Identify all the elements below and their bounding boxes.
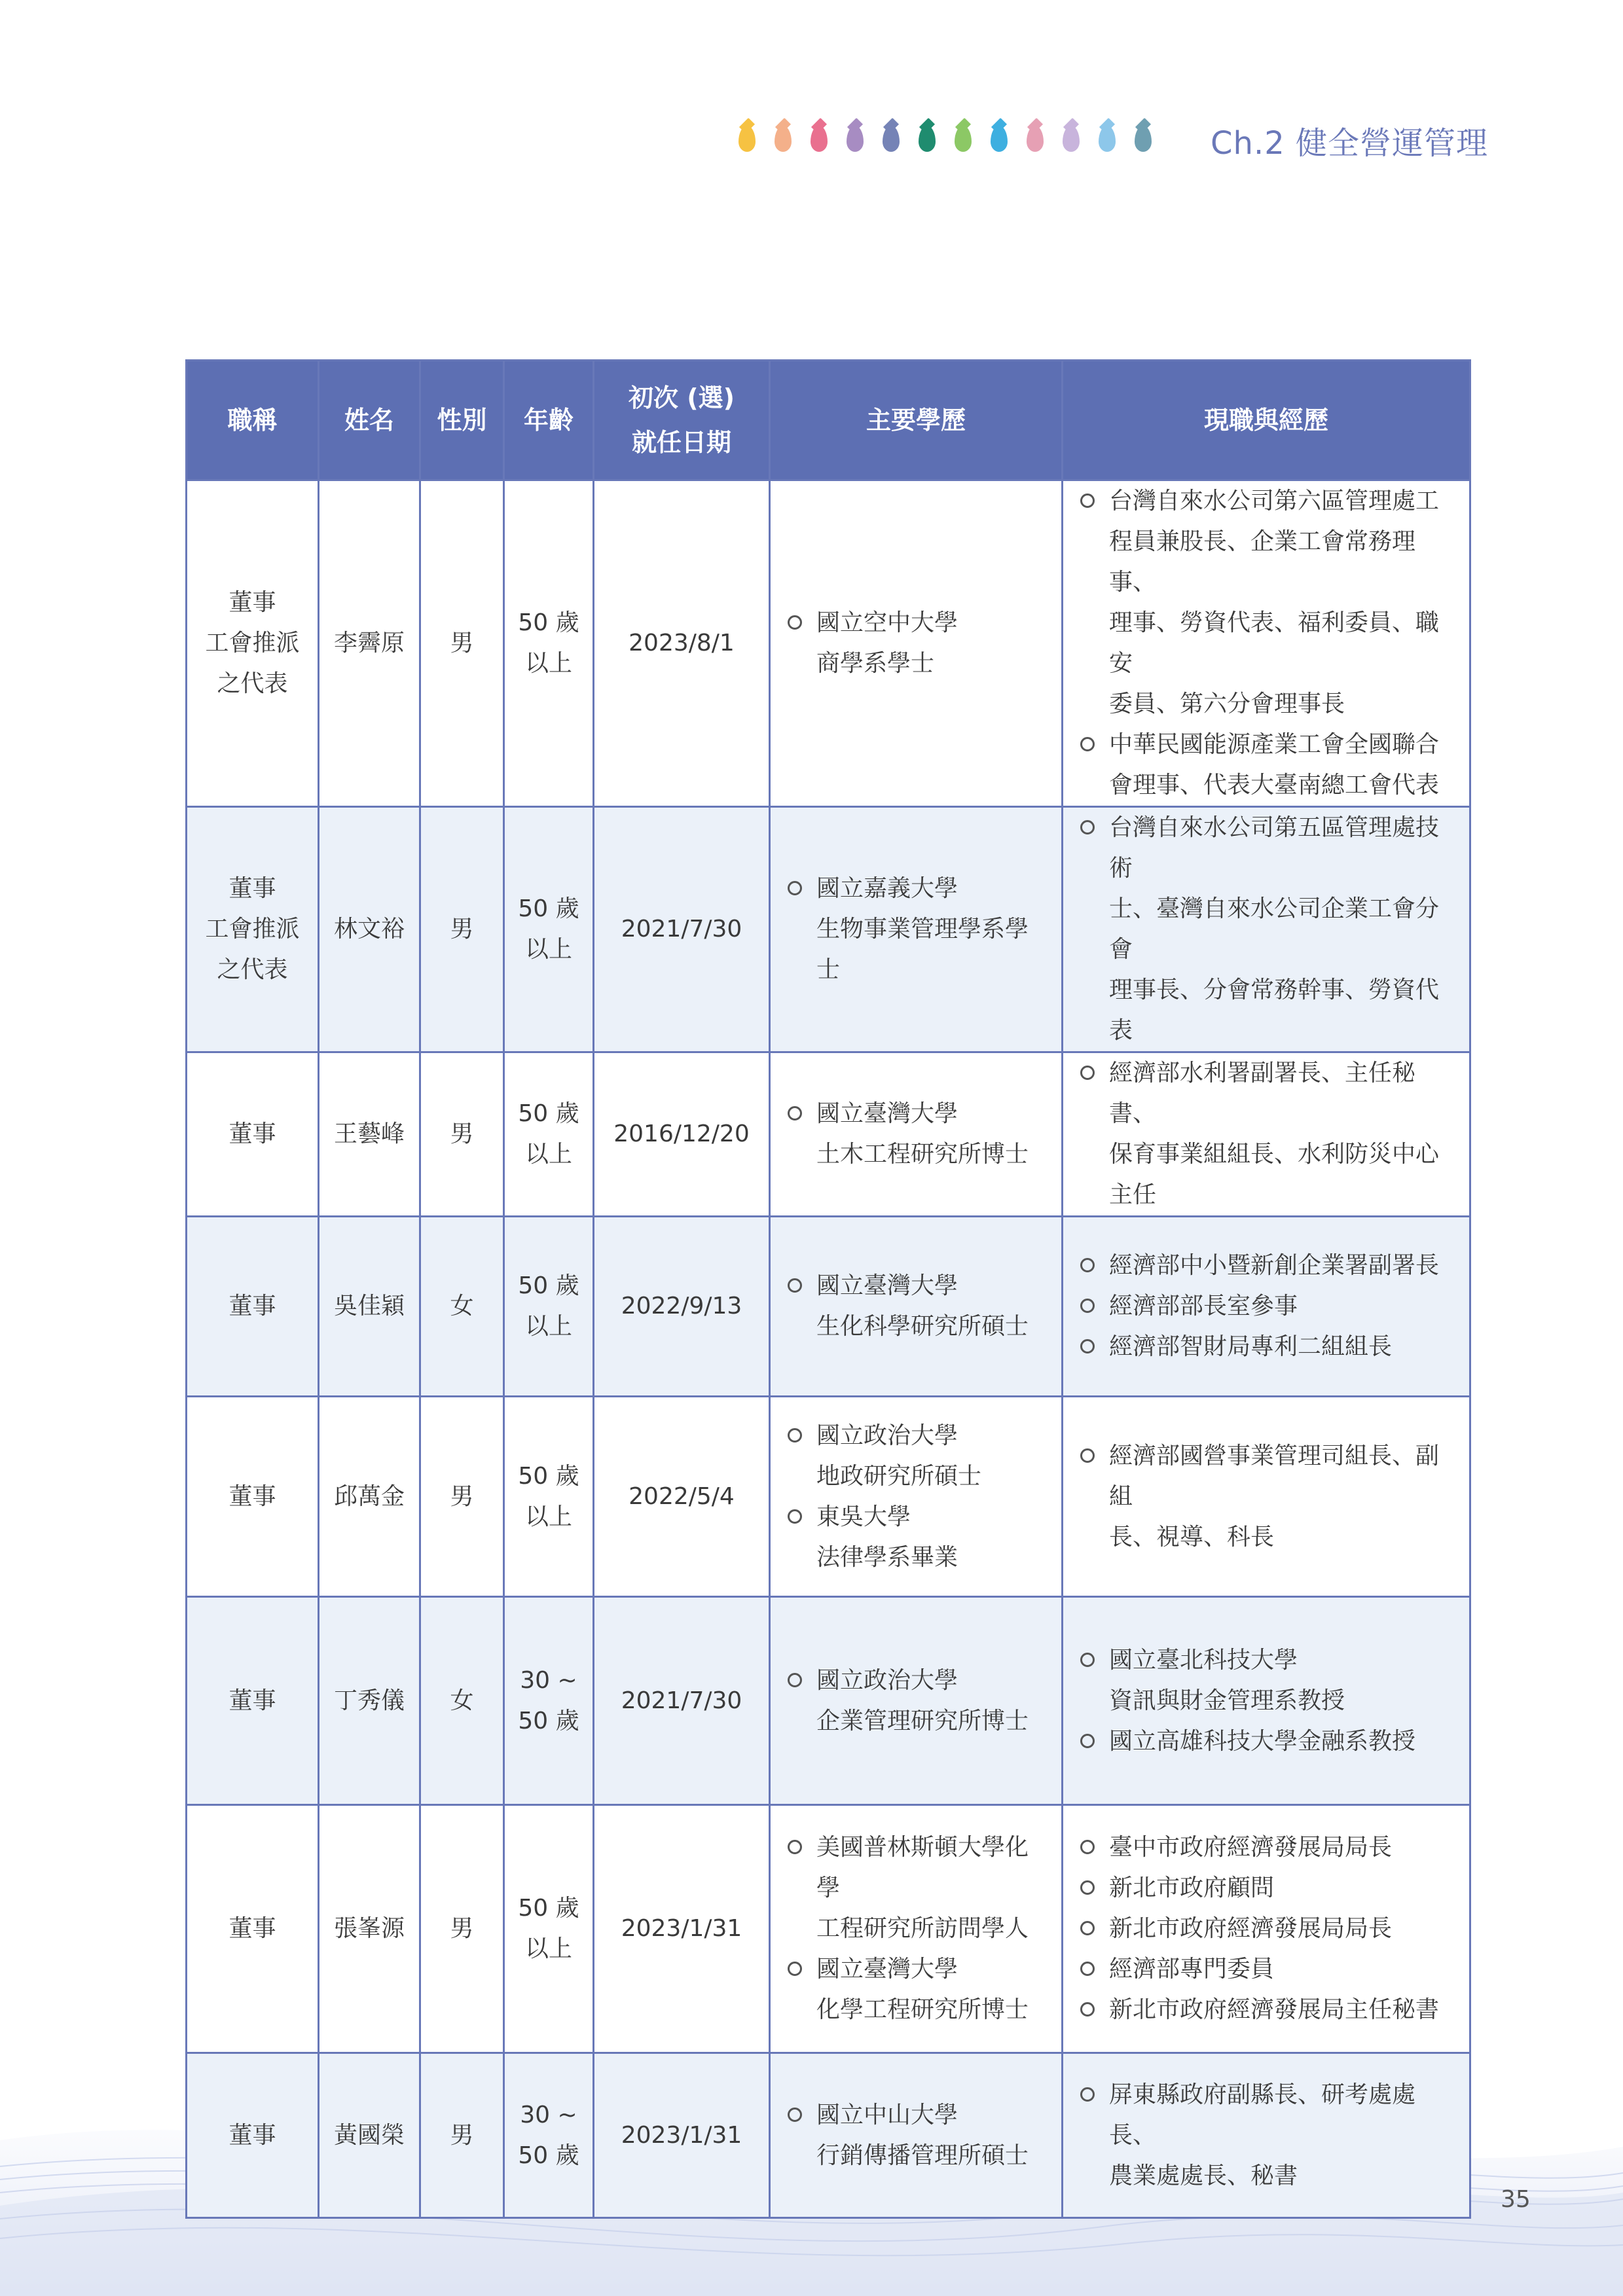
bullet-item-line: 國立高雄科技大學金融系教授	[1109, 1727, 1416, 1755]
cell-title-line: 董事	[228, 1687, 276, 1714]
bullet-item-line: 國立政治大學	[816, 1666, 958, 1694]
cell-title	[187, 2053, 319, 2218]
cell-education	[770, 1052, 1063, 1217]
bullet-item-line: 經濟部專門委員	[1109, 1956, 1275, 1982]
bullet-item	[1080, 725, 1459, 806]
bullet-item-line: 生物事業管理學系學士	[816, 916, 1029, 983]
board-members-table	[185, 359, 1471, 2219]
cell-experience	[1063, 480, 1470, 807]
bullet-item-line: 商學系學士	[816, 650, 935, 677]
cell-date: 2022/9/13	[594, 1217, 770, 1397]
cell-age-line: 以上	[524, 650, 572, 677]
cell-age-line: 50 歲	[518, 2142, 579, 2169]
cell-date: 2023/1/31	[594, 1805, 770, 2053]
table-row	[187, 480, 1470, 807]
drop-icon	[739, 126, 756, 152]
cell-age-line: 50 歲	[518, 1272, 579, 1299]
cell-education	[770, 1597, 1063, 1805]
cell-experience	[1063, 1805, 1470, 2053]
cell-experience-list	[1063, 808, 1469, 1051]
cell-gender: 男	[420, 1397, 504, 1597]
cell-name: 林文裕	[319, 807, 420, 1052]
bullet-item	[1080, 481, 1459, 725]
cell-education	[770, 1805, 1063, 2053]
bullet-item	[1080, 1640, 1459, 1721]
bullet-item	[1080, 1246, 1459, 1286]
cell-experience-list	[1063, 1053, 1469, 1215]
drop-icon	[775, 126, 792, 152]
header-date-line2: 就任日期	[631, 428, 731, 457]
cell-education	[770, 1217, 1063, 1397]
header-gender: 性別	[420, 361, 504, 480]
table-row	[187, 2053, 1470, 2218]
cell-age-line: 以上	[524, 936, 572, 963]
cell-date: 2023/1/31	[594, 2053, 770, 2218]
page-number: 35	[1501, 2186, 1531, 2213]
cell-name: 吳佳穎	[319, 1217, 420, 1397]
cell-name: 丁秀儀	[319, 1597, 420, 1805]
cell-title-line: 工會推派	[205, 916, 300, 942]
cell-experience	[1063, 2053, 1470, 2218]
cell-date: 2021/7/30	[594, 1597, 770, 1805]
bullet-item-line: 經濟部智財局專利二組組長	[1109, 1333, 1393, 1360]
cell-education-list	[771, 603, 1061, 684]
bullet-item-line: 國立臺北科技大學	[1109, 1646, 1298, 1674]
bullet-item-line: 會理事、代表大臺南總工會代表	[1109, 772, 1440, 798]
table-body	[187, 480, 1470, 2218]
drop-icon	[883, 126, 900, 152]
cell-title	[187, 1597, 319, 1805]
header-age: 年齡	[504, 361, 594, 480]
bullet-item-line: 土木工程研究所博士	[816, 1141, 1029, 1168]
bullet-item	[1080, 1053, 1459, 1215]
bullet-item-line: 屏東縣政府副縣長、研考處處長、	[1109, 2081, 1416, 2149]
bullet-item-line: 新北市政府經濟發展局局長	[1109, 1915, 1393, 1942]
cell-education	[770, 480, 1063, 807]
bullet-item-line: 化學工程研究所博士	[816, 1996, 1029, 2023]
header-title: 職稱	[187, 361, 319, 480]
bullet-item	[1080, 1909, 1459, 1949]
bullet-item	[1080, 1721, 1459, 1762]
drop-icon	[1135, 126, 1152, 152]
cell-age-line: 以上	[524, 1313, 572, 1340]
drop-icon	[919, 126, 936, 152]
cell-age-line: 以上	[524, 1503, 572, 1530]
cell-title	[187, 1217, 319, 1397]
cell-title-line: 董事	[228, 2121, 276, 2149]
cell-education-list	[771, 1660, 1061, 1742]
cell-title-line: 董事	[228, 1293, 276, 1319]
bullet-item-line: 國立政治大學	[816, 1422, 958, 1449]
cell-age-line: 50 歲	[518, 1100, 579, 1127]
bullet-item-line: 士、臺灣自來水公司企業工會分會	[1109, 895, 1440, 963]
bullet-item-line: 工程研究所訪問學人	[816, 1915, 1029, 1942]
cell-date: 2021/7/30	[594, 807, 770, 1052]
bullet-item	[1080, 1436, 1459, 1558]
cell-title-line: 工會推派	[205, 630, 300, 656]
cell-experience-list	[1063, 1640, 1469, 1762]
bullet-item	[1080, 1949, 1459, 1990]
bullet-item-line: 主任	[1109, 1181, 1157, 1208]
header-education: 主要學歷	[770, 361, 1063, 480]
bullet-item	[1080, 1827, 1459, 1868]
cell-gender: 男	[420, 480, 504, 807]
bullet-item-line: 美國普林斯頓大學化學	[816, 1834, 1029, 1901]
bullet-item	[1080, 1327, 1459, 1367]
cell-experience	[1063, 807, 1470, 1052]
drop-icon	[847, 126, 864, 152]
cell-age-line: 50 歲	[518, 1462, 579, 1490]
cell-title-line: 之代表	[217, 956, 288, 983]
cell-education-list	[771, 1827, 1061, 2030]
bullet-item-line: 台灣自來水公司第五區管理處技術	[1109, 814, 1440, 882]
cell-name: 張峯源	[319, 1805, 420, 2053]
cell-age-line: 50 歲	[518, 895, 579, 922]
cell-title	[187, 1052, 319, 1217]
bullet-item-line: 中華民國能源產業工會全國聯合	[1109, 731, 1440, 758]
cell-experience-list	[1063, 2075, 1469, 2197]
cell-education-list	[771, 1094, 1061, 1175]
table-row	[187, 1052, 1470, 1217]
cell-gender: 男	[420, 1052, 504, 1217]
cell-age-line: 30 ~	[520, 2101, 577, 2128]
cell-age-line: 以上	[524, 1935, 572, 1962]
cell-experience-list	[1063, 1246, 1469, 1367]
cell-title	[187, 1805, 319, 2053]
cell-experience	[1063, 1052, 1470, 1217]
bullet-item	[788, 603, 1051, 684]
bullet-item	[788, 1497, 1051, 1578]
cell-title-line: 董事	[228, 589, 276, 616]
bullet-item-line: 國立中山大學	[816, 2101, 958, 2128]
bullet-item-line: 長、視導、科長	[1109, 1523, 1275, 1551]
cell-education	[770, 807, 1063, 1052]
cell-age	[504, 1805, 594, 2053]
cell-title	[187, 480, 319, 807]
bullet-item-line: 國立臺灣大學	[816, 1956, 958, 1982]
bullet-item	[1080, 808, 1459, 1051]
cell-gender: 女	[420, 1597, 504, 1805]
cell-education-list	[771, 1416, 1061, 1578]
header-name: 姓名	[319, 361, 420, 480]
cell-title-line: 董事	[228, 1121, 276, 1147]
cell-age-line: 50 歲	[518, 1895, 579, 1922]
cell-education-list	[771, 2095, 1061, 2176]
bullet-item-line: 經濟部水利署副署長、主任秘書、	[1109, 1060, 1416, 1127]
cell-experience-list	[1063, 1827, 1469, 2030]
cell-title-line: 之代表	[217, 670, 288, 697]
cell-education	[770, 1397, 1063, 1597]
bullet-item	[788, 1416, 1051, 1497]
cell-experience	[1063, 1217, 1470, 1397]
cell-age	[504, 2053, 594, 2218]
bullet-item-line: 農業處處長、秘書	[1109, 2162, 1298, 2189]
header-experience: 現職與經歷	[1063, 361, 1470, 480]
header-decoration-drops	[739, 120, 1171, 157]
cell-title	[187, 1397, 319, 1597]
cell-gender: 女	[420, 1217, 504, 1397]
cell-title-line: 董事	[228, 1482, 276, 1510]
header-date	[594, 361, 770, 480]
cell-title	[187, 807, 319, 1052]
cell-age-line: 50 歲	[518, 609, 579, 636]
bullet-item-line: 國立臺灣大學	[816, 1272, 958, 1299]
bullet-item-line: 保育事業組組長、水利防災中心	[1109, 1141, 1440, 1168]
cell-date: 2023/8/1	[594, 480, 770, 807]
bullet-item	[788, 1094, 1051, 1175]
bullet-item-line: 資訊與財金管理系教授	[1109, 1687, 1345, 1714]
bullet-item-line: 國立臺灣大學	[816, 1100, 958, 1127]
table-row	[187, 807, 1470, 1052]
drop-icon	[991, 126, 1008, 152]
cell-name: 黃國榮	[319, 2053, 420, 2218]
bullet-item-line: 經濟部部長室參事	[1109, 1293, 1298, 1319]
bullet-item	[788, 1660, 1051, 1742]
drop-icon	[811, 126, 828, 152]
cell-experience	[1063, 1597, 1470, 1805]
cell-experience	[1063, 1397, 1470, 1597]
cell-name: 李霽原	[319, 480, 420, 807]
drop-icon	[1027, 126, 1044, 152]
bullet-item-line: 台灣自來水公司第六區管理處工	[1109, 488, 1440, 514]
bullet-item-line: 地政研究所碩士	[816, 1462, 982, 1490]
table-header-row	[187, 361, 1470, 480]
bullet-item-line: 國立嘉義大學	[816, 875, 958, 902]
bullet-item-line: 新北市政府顧問	[1109, 1874, 1275, 1901]
bullet-item-line: 新北市政府經濟發展局主任秘書	[1109, 1996, 1440, 2023]
cell-title-line: 董事	[228, 1915, 276, 1942]
bullet-item-line: 東吳大學	[816, 1503, 911, 1530]
cell-education	[770, 2053, 1063, 2218]
bullet-item	[788, 1266, 1051, 1347]
cell-title-line: 董事	[228, 875, 276, 902]
bullet-item-line: 臺中市政府經濟發展局局長	[1109, 1834, 1393, 1861]
bullet-item	[788, 2095, 1051, 2176]
cell-experience-list	[1063, 1436, 1469, 1558]
bullet-item-line: 委員、第六分會理事長	[1109, 691, 1345, 717]
cell-age	[504, 1052, 594, 1217]
table-row	[187, 1597, 1470, 1805]
bullet-item	[788, 869, 1051, 990]
table-row	[187, 1805, 1470, 2053]
bullet-item-line: 經濟部國營事業管理司組長、副組	[1109, 1442, 1440, 1510]
bullet-item-line: 經濟部中小暨新創企業署副署長	[1109, 1252, 1440, 1279]
cell-name: 王藝峰	[319, 1052, 420, 1217]
bullet-item	[788, 1827, 1051, 1949]
cell-age-line: 50 歲	[518, 1707, 579, 1734]
cell-age	[504, 1397, 594, 1597]
cell-education-list	[771, 1266, 1061, 1347]
cell-age	[504, 1217, 594, 1397]
bullet-item-line: 理事、勞資代表、福利委員、職安	[1109, 609, 1440, 677]
bullet-item-line: 國立空中大學	[816, 609, 958, 636]
drop-icon	[1099, 126, 1116, 152]
header-date-line1: 初次 (選)	[629, 384, 735, 412]
cell-age-line: 30 ~	[520, 1666, 577, 1694]
cell-name: 邱萬金	[319, 1397, 420, 1597]
cell-age	[504, 1597, 594, 1805]
bullet-item	[1080, 1286, 1459, 1327]
cell-gender: 男	[420, 1805, 504, 2053]
cell-age-line: 以上	[524, 1141, 572, 1168]
table-row	[187, 1217, 1470, 1397]
bullet-item	[1080, 1990, 1459, 2030]
cell-education-list	[771, 869, 1061, 990]
chapter-title: Ch.2 健全營運管理	[1211, 125, 1488, 162]
cell-date: 2022/5/4	[594, 1397, 770, 1597]
bullet-item	[1080, 2075, 1459, 2197]
cell-experience-list	[1063, 481, 1469, 806]
bullet-item-line: 生化科學研究所碩士	[816, 1313, 1029, 1340]
drop-icon	[1063, 126, 1080, 152]
drop-icon	[955, 126, 972, 152]
cell-date: 2016/12/20	[594, 1052, 770, 1217]
bullet-item	[788, 1949, 1051, 2030]
bullet-item	[1080, 1868, 1459, 1909]
bullet-item-line: 行銷傳播管理所碩士	[816, 2142, 1029, 2169]
bullet-item-line: 法律學系畢業	[816, 1543, 958, 1571]
bullet-item-line: 程員兼股長、企業工會常務理事、	[1109, 528, 1416, 596]
bullet-item-line: 企業管理研究所博士	[816, 1707, 1029, 1734]
cell-gender: 男	[420, 807, 504, 1052]
bullet-item-line: 理事長、分會常務幹事、勞資代表	[1109, 977, 1440, 1044]
cell-age	[504, 480, 594, 807]
cell-age	[504, 807, 594, 1052]
table-row	[187, 1397, 1470, 1597]
cell-gender: 男	[420, 2053, 504, 2218]
